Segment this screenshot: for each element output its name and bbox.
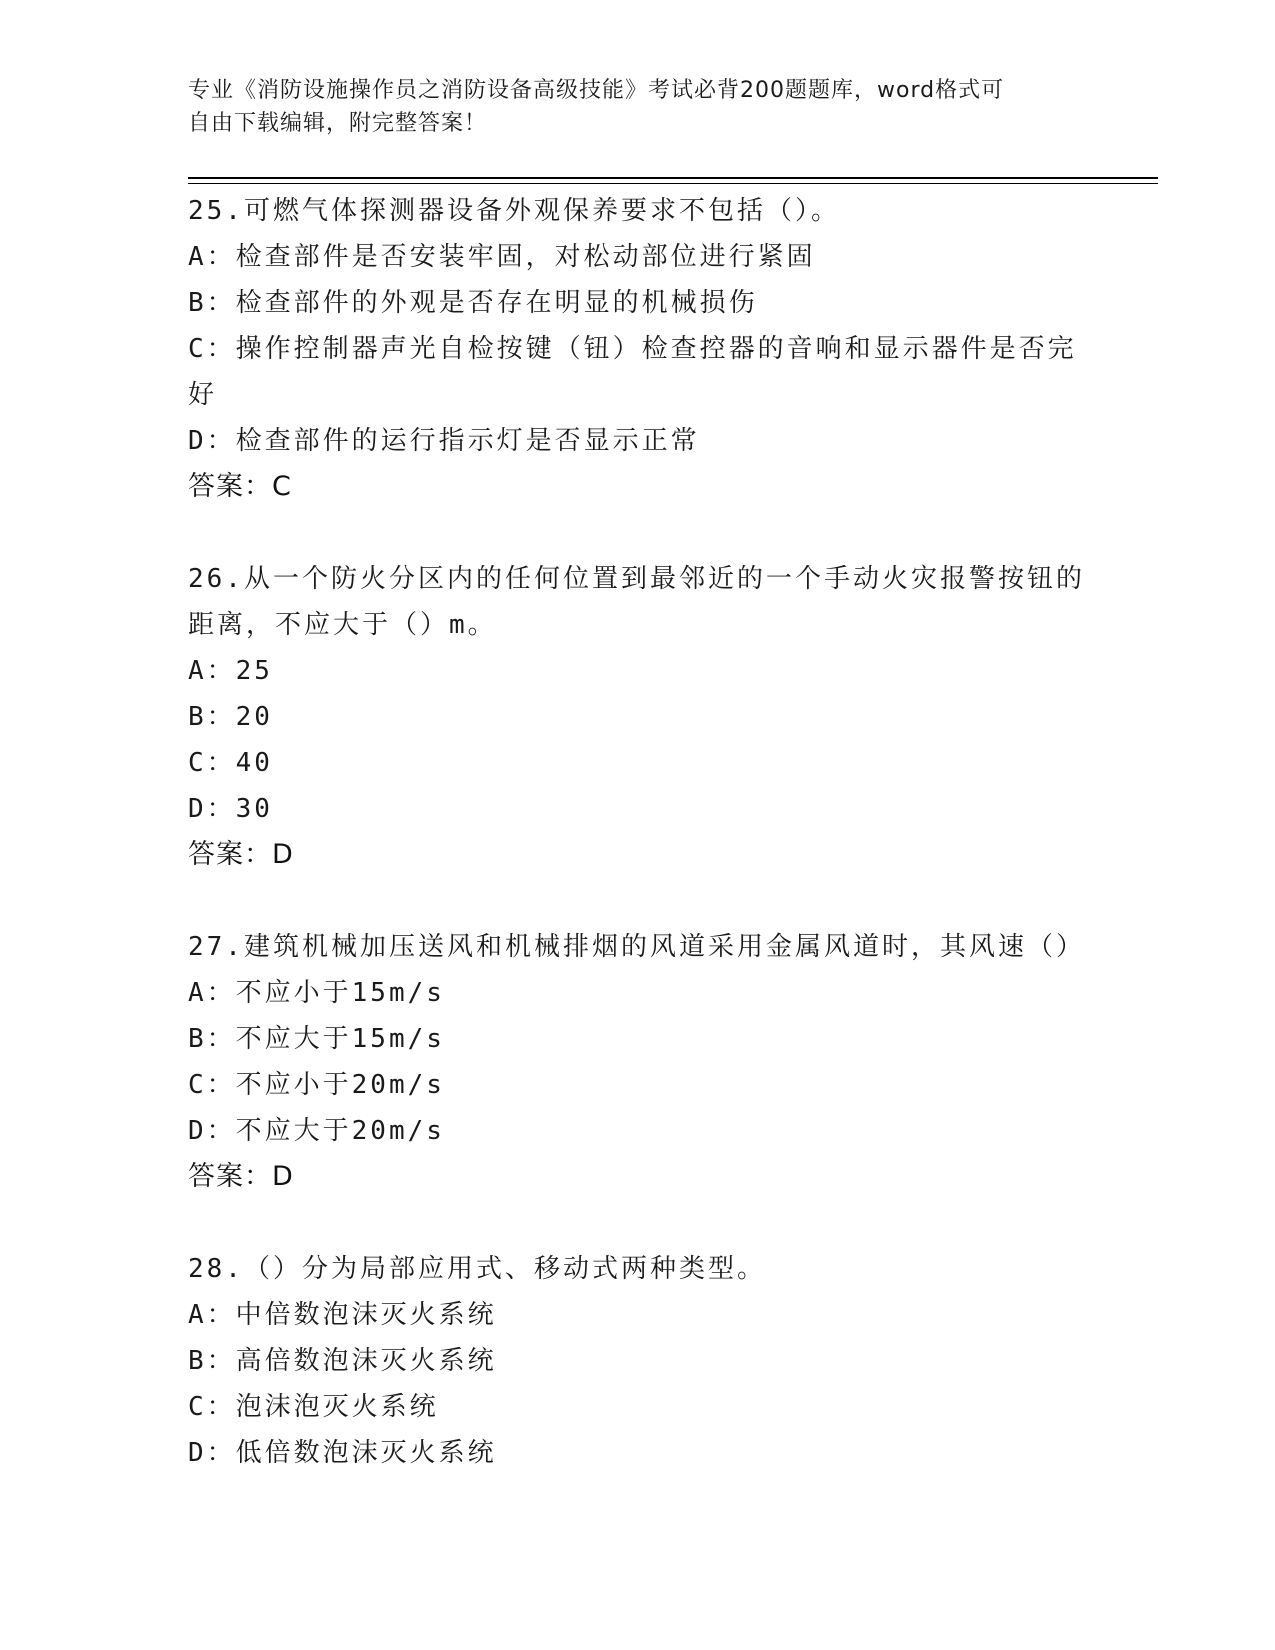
option-c: C：泡沫泡灭火系统	[188, 1392, 439, 1422]
option-b: B：高倍数泡沫灭火系统	[188, 1346, 497, 1376]
question-27	[188, 924, 1088, 1200]
answer-line: 答案：D	[188, 839, 294, 870]
option-a: A：不应小于15m/s	[188, 978, 445, 1008]
option-b: B：20	[188, 702, 273, 732]
header-line-1: 专业《消防设施操作员之消防设备高级技能》考试必背200题题库，word格式可	[188, 78, 1005, 103]
option-a: A：25	[188, 656, 273, 686]
document-header	[188, 74, 1088, 140]
option-b: B：检查部件的外观是否存在明显的机械损伤	[188, 288, 758, 318]
question-stem: 25.可燃气体探测器设备外观保养要求不包括（）。	[188, 196, 840, 226]
question-stem: 26.从一个防火分区内的任何位置到最邻近的一个手动火灾报警按钮的	[188, 564, 1085, 594]
option-c: C：40	[188, 748, 273, 778]
question-25	[188, 188, 1088, 510]
header-divider-thin	[188, 183, 1158, 184]
answer-line: 答案：C	[188, 471, 292, 502]
option-d: D：30	[188, 794, 273, 824]
question-28	[188, 1246, 1088, 1476]
option-c-continued: 好	[188, 380, 218, 410]
question-stem-continued: 距离，不应大于（）m。	[188, 610, 497, 640]
option-a: A：中倍数泡沫灭火系统	[188, 1300, 497, 1330]
option-c: C：操作控制器声光自检按键（钮）检查控器的音响和显示器件是否完	[188, 334, 1077, 364]
question-26	[188, 556, 1088, 878]
spacer	[188, 510, 1088, 556]
option-d: D：检查部件的运行指示灯是否显示正常	[188, 426, 700, 456]
option-d: D：低倍数泡沫灭火系统	[188, 1438, 497, 1468]
spacer	[188, 878, 1088, 924]
answer-line: 答案：D	[188, 1161, 294, 1192]
question-stem: 28.（）分为局部应用式、移动式两种类型。	[188, 1254, 766, 1284]
spacer	[188, 1200, 1088, 1246]
header-divider-thick	[188, 177, 1158, 179]
question-stem: 27.建筑机械加压送风和机械排烟的风道采用金属风道时，其风速（）	[188, 932, 1085, 962]
option-c: C：不应小于20m/s	[188, 1070, 445, 1100]
option-a: A：检查部件是否安装牢固，对松动部位进行紧固	[188, 242, 816, 272]
option-d: D：不应大于20m/s	[188, 1116, 445, 1146]
question-list	[188, 188, 1088, 1476]
header-line-2: 自由下载编辑，附完整答案！	[188, 111, 488, 136]
option-b: B：不应大于15m/s	[188, 1024, 445, 1054]
